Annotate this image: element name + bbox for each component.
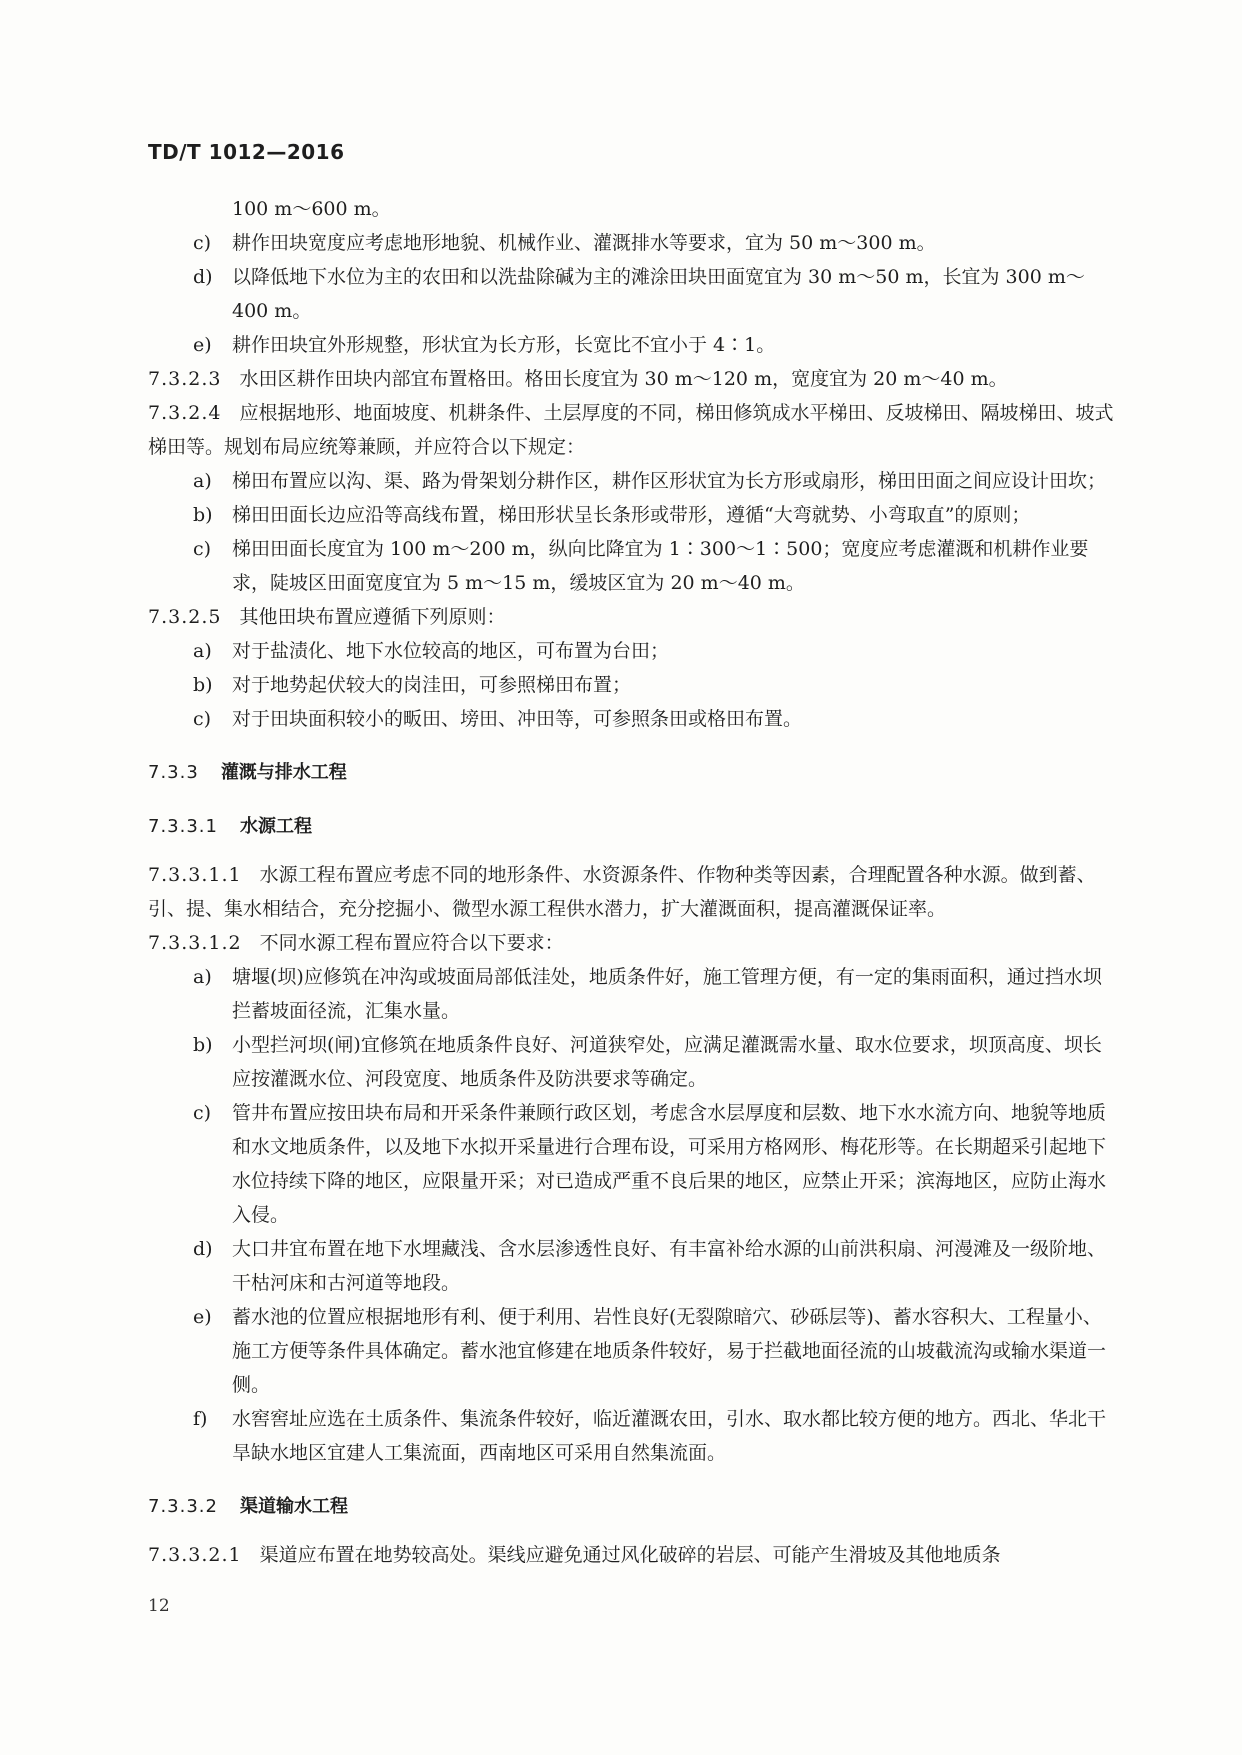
list-marker: a)	[193, 470, 212, 492]
list-item-text: 对于盐渍化、地下水位较高的地区，可布置为台田；	[232, 640, 670, 662]
list-item-text: 大口井宜布置在地下水埋藏浅、含水层渗透性良好、有丰富补给水源的山前洪积扇、河漫滩及一级阶地、干枯河床和古河道等地段。	[232, 1238, 1107, 1294]
page-body	[148, 192, 1116, 1572]
heading-text: 渠道输水工程	[239, 1496, 348, 1517]
list-item	[148, 1232, 1116, 1300]
list-marker: d)	[193, 266, 213, 288]
document-id: TD/T 1012—2016	[148, 140, 345, 164]
list-item-text: 梯田布置应以沟、渠、路为骨架划分耕作区，耕作区形状宜为长方形或扇形，梯田田面之间应设计田坎；	[232, 470, 1107, 492]
list-item	[148, 668, 1116, 702]
clause-paragraph	[148, 396, 1116, 464]
list-item	[148, 260, 1116, 328]
clause-paragraph	[148, 926, 1116, 960]
list-marker: c)	[193, 708, 212, 730]
section-heading	[148, 756, 1116, 790]
list-item	[148, 1096, 1116, 1232]
list-item	[148, 192, 1116, 226]
clause-text: 应根据地形、地面坡度、机耕条件、土层厚度的不同，梯田修筑成水平梯田、反坡梯田、隔坡梯田、坡式梯田等。规划布局应统筹兼顾，并应符合以下规定：	[148, 402, 1114, 458]
clause-number: 7.3.3.2	[148, 1496, 218, 1517]
clause-number: 7.3.3.1.2	[148, 932, 242, 954]
list-marker: d)	[193, 1238, 213, 1260]
list-item-text: 梯田田面长边应沿等高线布置，梯田形状呈长条形或带形，遵循“大弯就势、小弯取直”的原则；	[232, 504, 1031, 526]
list-marker: e)	[193, 334, 212, 356]
list-item	[148, 464, 1116, 498]
list-item-text: 耕作田块宜外形规整，形状宜为长方形，长宽比不宜小于 4∶1。	[232, 334, 776, 356]
list-item	[148, 226, 1116, 260]
list-item	[148, 498, 1116, 532]
heading-text: 水源工程	[239, 816, 312, 837]
clause-paragraph	[148, 362, 1116, 396]
list-item-text: 100 m～600 m。	[232, 198, 391, 220]
list-marker: e)	[193, 1306, 212, 1328]
section-heading	[148, 810, 1116, 844]
heading-text: 灌溉与排水工程	[220, 762, 347, 783]
list-marker: c)	[193, 538, 212, 560]
clause-number: 7.3.3.1.1	[148, 864, 242, 886]
list-item-text: 对于田块面积较小的畈田、塝田、冲田等，可参照条田或格田布置。	[232, 708, 803, 730]
list-item	[148, 532, 1116, 600]
list-item	[148, 1300, 1116, 1402]
list-marker: b)	[193, 674, 213, 696]
list-item	[148, 1402, 1116, 1470]
list-item-text: 耕作田块宽度应考虑地形地貌、机械作业、灌溉排水等要求，宜为 50 m～300 m。	[232, 232, 936, 254]
list-item-text: 以降低地下水位为主的农田和以洗盐除碱为主的滩涂田块田面宽宜为 30 m～50 m，长宜为 300 m～400 m。	[232, 266, 1085, 322]
clause-text: 水田区耕作田块内部宜布置格田。格田长度宜为 30 m～120 m，宽度宜为 20 m～40 m。	[239, 368, 1008, 390]
clause-number: 7.3.3	[148, 762, 199, 783]
list-marker: a)	[193, 640, 212, 662]
clause-paragraph	[148, 1538, 1116, 1572]
list-item-text: 蓄水池的位置应根据地形有利、便于利用、岩性良好(无裂隙暗穴、砂砾层等)、蓄水容积大、工程量小、施工方便等条件具体确定。蓄水池宜修建在地质条件较好，易于拦截地面径流的山坡截流沟或输水渠道一侧。	[232, 1306, 1107, 1396]
clause-paragraph	[148, 600, 1116, 634]
list-marker: b)	[193, 1034, 213, 1056]
clause-text: 水源工程布置应考虑不同的地形条件、水资源条件、作物种类等因素，合理配置各种水源。做到蓄、引、提、集水相结合，充分挖掘小、微型水源工程供水潜力，扩大灌溉面积，提高灌溉保证率。	[148, 864, 1096, 920]
list-marker: c)	[193, 232, 212, 254]
list-item	[148, 702, 1116, 736]
clause-text: 其他田块布置应遵循下列原则：	[239, 606, 506, 628]
list-item	[148, 960, 1116, 1028]
list-marker: a)	[193, 966, 212, 988]
list-item	[148, 328, 1116, 362]
clause-number: 7.3.3.2.1	[148, 1544, 242, 1566]
section-heading	[148, 1490, 1116, 1524]
clause-text: 不同水源工程布置应符合以下要求：	[259, 932, 564, 954]
list-item	[148, 1028, 1116, 1096]
clause-paragraph	[148, 858, 1116, 926]
list-marker: c)	[193, 1102, 212, 1124]
clause-text: 渠道应布置在地势较高处。渠线应避免通过风化破碎的岩层、可能产生滑坡及其他地质条	[259, 1544, 1001, 1566]
clause-number: 7.3.2.4	[148, 402, 222, 424]
clause-number: 7.3.2.3	[148, 368, 222, 390]
list-item-text: 小型拦河坝(闸)宜修筑在地质条件良好、河道狭窄处，应满足灌溉需水量、取水位要求，坝顶高度、坝长应按灌溉水位、河段宽度、地质条件及防洪要求等确定。	[232, 1034, 1102, 1090]
list-item-text: 水窖窖址应选在土质条件、集流条件较好，临近灌溉农田，引水、取水都比较方便的地方。西北、华北干旱缺水地区宜建人工集流面，西南地区可采用自然集流面。	[232, 1408, 1107, 1464]
list-item-text: 塘堰(坝)应修筑在冲沟或坡面局部低洼处，地质条件好，施工管理方便，有一定的集雨面积，通过挡水坝拦蓄坡面径流，汇集水量。	[232, 966, 1102, 1022]
page-number: 12	[148, 1596, 170, 1616]
list-item-text: 管井布置应按田块布局和开采条件兼顾行政区划，考虑含水层厚度和层数、地下水水流方向、地貌等地质和水文地质条件，以及地下水拟开采量进行合理布设，可采用方格网形、梅花形等。在长期超采引起地下水位持续下降的地区，应限量开采；对已造成严重不良后果的地区，应禁止开采；滨海地区，应防止海水入侵。	[232, 1102, 1107, 1226]
list-item	[148, 634, 1116, 668]
clause-number: 7.3.3.1	[148, 816, 218, 837]
list-marker: f)	[193, 1408, 208, 1430]
clause-number: 7.3.2.5	[148, 606, 222, 628]
list-marker: b)	[193, 504, 213, 526]
list-item-text: 对于地势起伏较大的岗洼田，可参照梯田布置；	[232, 674, 632, 696]
list-item-text: 梯田田面长度宜为 100 m～200 m，纵向比降宜为 1∶300～1∶500；宽度应考虑灌溉和机耕作业要求，陡坡区田面宽度宜为 5 m～15 m，缓坡区宜为 20 m～40 m。	[232, 538, 1089, 594]
